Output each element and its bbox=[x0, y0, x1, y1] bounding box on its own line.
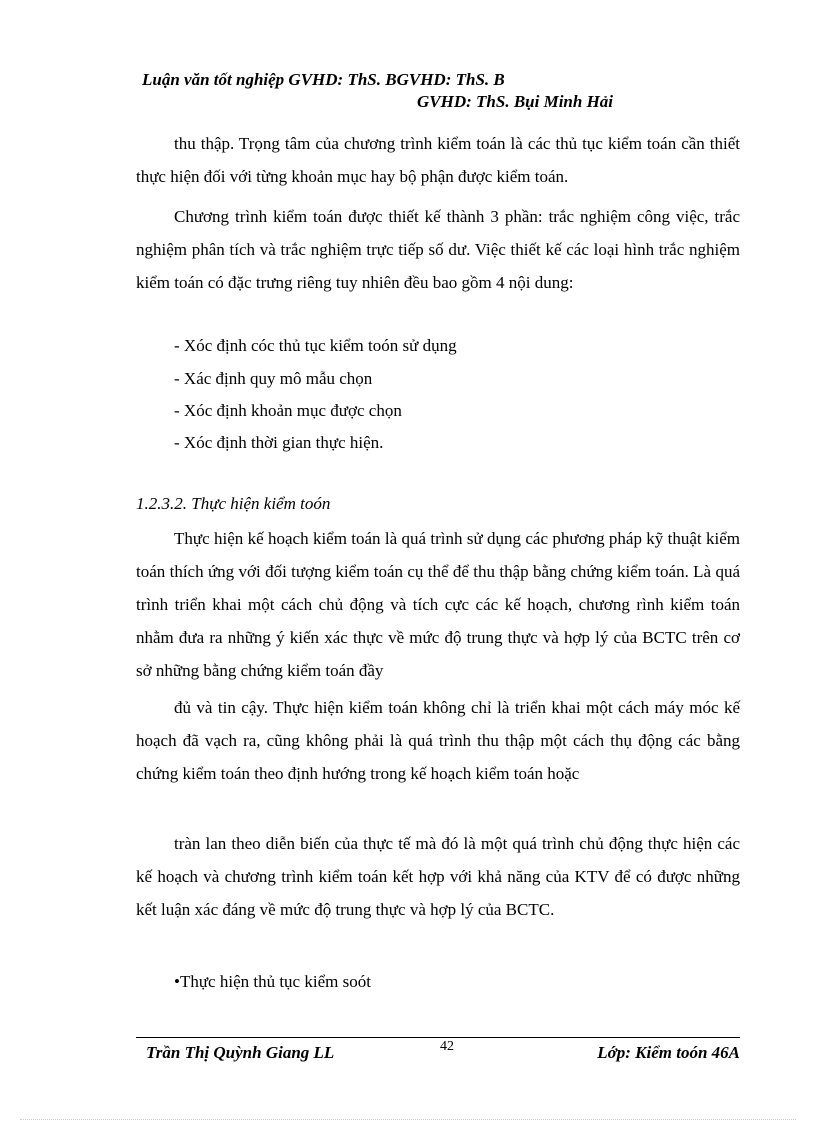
paragraph-5-text: tràn lan theo diễn biến của thực tế mà đó là một quá trình chủ động thực hiện các kế hoạch và chương trình kiểm toán kết hợp với khả năng của KTV để có được những kết luận xác đáng về mức độ trung thực và hợp lý của BCTC. bbox=[136, 834, 740, 919]
paragraph-1 bbox=[136, 127, 740, 193]
list-item: - Xóc định cóc thủ tục kiểm toón sử dụng bbox=[174, 336, 457, 355]
paragraph-2 bbox=[136, 200, 740, 299]
section-heading: 1.2.3.2. Thực hiện kiểm toón bbox=[136, 494, 331, 513]
footer-rule bbox=[136, 1037, 740, 1038]
paragraph-3-text: Thực hiện kế hoạch kiểm toán là quá trình sử dụng các phương pháp kỹ thuật kiểm toán thích ứng với đối tượng kiểm toán cụ thể để thu thập bằng chứng kiểm toán. Là quá trình triển khai một cách chủ động và tích cực các kế hoạch, chương rình kiểm toán nhằm đưa ra những ý kiến xác thực về mức độ trung thực và hợp lý của BCTC trên cơ sở những bằng chứng kiểm toán đầy bbox=[136, 529, 740, 680]
paragraph-4-text: đủ và tin cậy. Thực hiện kiểm toán không chỉ là triển khai một cách máy móc kế hoạch đã vạch ra, cũng không phải là quá trình thu thập một cách thụ động các bằng chứng kiểm toán theo định hướng trong kế hoạch kiểm toán hoặc bbox=[136, 698, 740, 783]
paragraph-2-text: Chương trình kiểm toán được thiết kế thành 3 phần: trắc nghiệm công việc, trắc nghiệm phân tích và trắc nghiệm trực tiếp số dư. Việc thiết kế các loại hình trắc nghiệm kiểm toán có đặc trưng riêng tuy nhiên đều bao gồm 4 nội dung: bbox=[136, 207, 740, 292]
page-edge-divider bbox=[20, 1119, 796, 1120]
footer-author: Trần Thị Quỳnh Giang LL bbox=[146, 1043, 335, 1062]
paragraph-1-text: thu thập. Trọng tâm của chương trình kiểm toán là các thủ tục kiểm toán cần thiết thực hiện đối với từng khoản mục hay bộ phận được kiểm toán. bbox=[136, 134, 740, 186]
list-item: - Xóc định thời gian thực hiện. bbox=[174, 433, 384, 452]
paragraph-5 bbox=[136, 827, 740, 926]
header-line-1: Luận văn tốt nghiệp GVHD: ThS. BGVHD: ThS. B bbox=[142, 70, 505, 89]
footer-class: Lớp: Kiểm toón 46A bbox=[597, 1043, 740, 1062]
page-number: 42 bbox=[440, 1039, 454, 1054]
paragraph-3 bbox=[136, 522, 740, 687]
header-line-2: GVHD: ThS. Bụi Minh Hải bbox=[417, 92, 614, 111]
paragraph-4 bbox=[136, 691, 740, 790]
bullet-item: •Thực hiện thủ tục kiểm soót bbox=[174, 972, 371, 991]
list-item: - Xác định quy mô mẫu chọn bbox=[174, 369, 373, 388]
list-item: - Xóc định khoản mục được chọn bbox=[174, 401, 402, 420]
